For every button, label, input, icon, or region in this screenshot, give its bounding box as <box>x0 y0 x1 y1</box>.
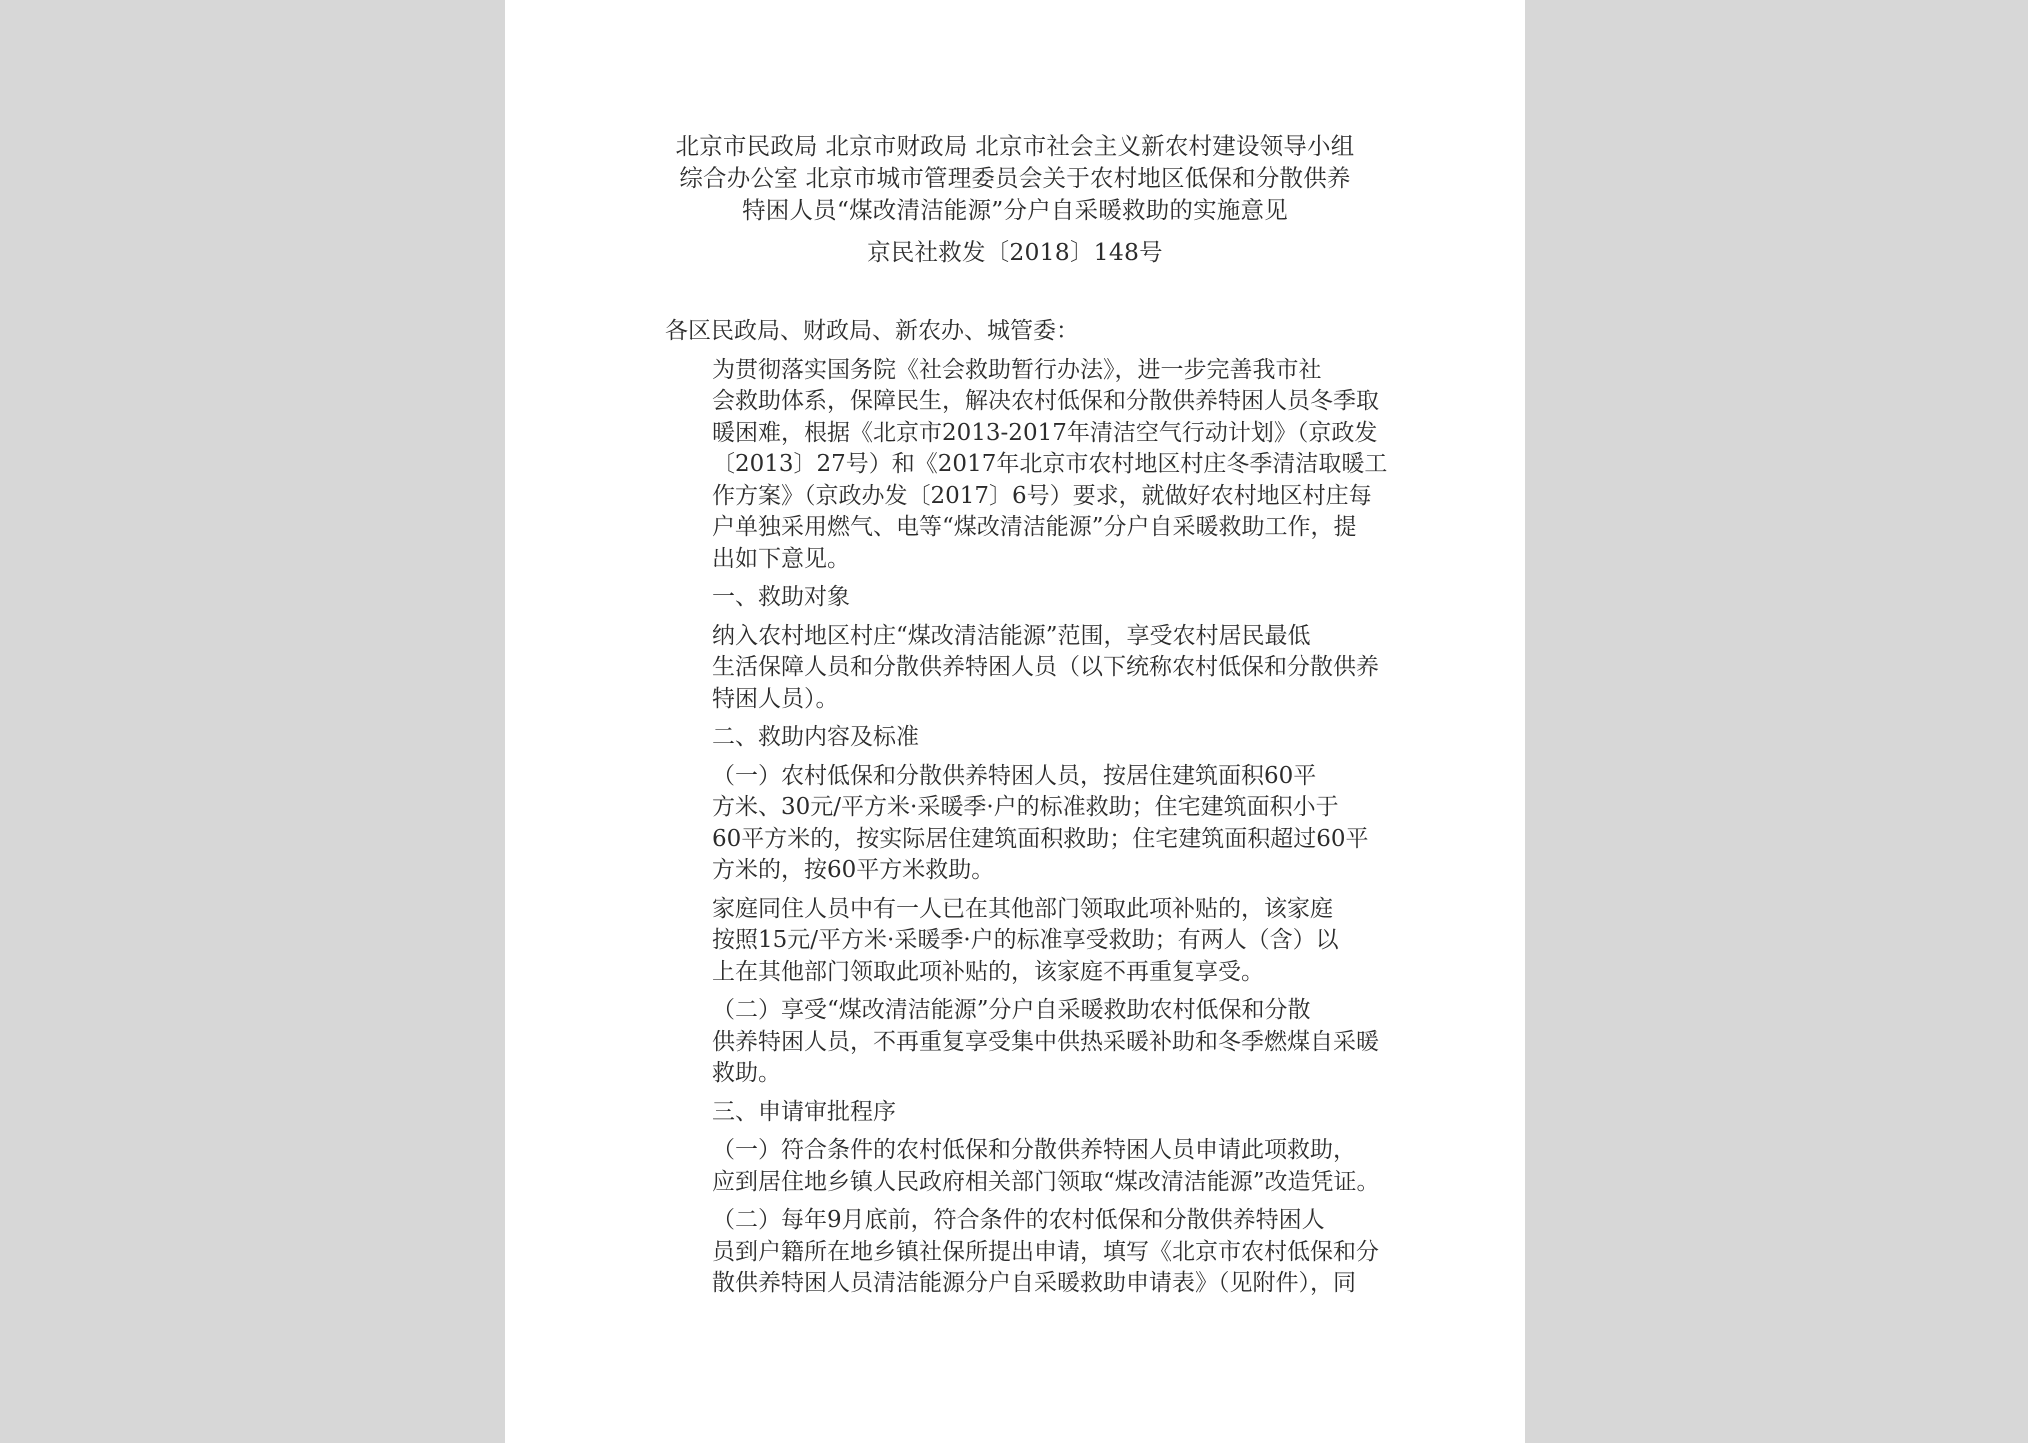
text-line: 按照15元/平方米·采暖季·户的标准享受救助；有两人（含）以 <box>712 927 1339 953</box>
text-line: 散供养特困人员清洁能源分户自采暖救助申请表》（见附件），同 <box>712 1270 1356 1296</box>
addressee-text: 各区民政局、财政局、新农办、城管委： <box>665 318 1079 344</box>
document-title-block <box>505 130 1525 268</box>
text-line: 方米的，按60平方米救助。 <box>712 857 995 883</box>
section2-item1-note-paragraph <box>665 894 1369 989</box>
document-title-line: 特困人员“煤改清洁能源”分户自采暖救助的实施意见 <box>742 196 1288 224</box>
text-line: 方米、30元/平方米·采暖季·户的标准救助；住宅建筑面积小于 <box>712 794 1339 820</box>
document-page <box>505 0 1525 1443</box>
text-line: 员到户籍所在地乡镇社保所提出申请，填写《北京市农村低保和分 <box>712 1238 1379 1265</box>
text-line: 救助。 <box>712 1060 781 1086</box>
section3-item1-paragraph <box>665 1135 1380 1198</box>
document-title-line: 综合办公室 北京市城市管理委员会关于农村地区低保和分散供养 <box>679 164 1351 192</box>
text-line: 应到居住地乡镇人民政府相关部门领取“煤改清洁能源”改造凭证。 <box>712 1168 1380 1195</box>
text-line: （一）符合条件的农村低保和分散供养特困人员申请此项救助， <box>712 1137 1356 1163</box>
section-heading-text: 二、救助内容及标准 <box>712 724 919 750</box>
text-line: 60平方米的，按实际居住建筑面积救助；住宅建筑面积超过60平 <box>712 825 1369 852</box>
document-title-line: 北京市民政局 北京市财政局 北京市社会主义新农村建设领导小组 <box>675 132 1355 160</box>
text-line: 出如下意见。 <box>712 545 850 572</box>
text-line: 暖困难，根据《北京市2013-2017年清洁空气行动计划》（京政发 <box>712 419 1378 446</box>
section-heading-text: 三、申请审批程序 <box>712 1098 896 1125</box>
document-body <box>665 316 1388 1300</box>
text-line: 供养特困人员，不再重复享受集中供热采暖补助和冬季燃煤自采暖 <box>712 1028 1379 1055</box>
document-number: 京民社救发〔2018〕148号 <box>867 238 1163 266</box>
text-line: 纳入农村地区村庄“煤改清洁能源”范围，享受农村居民最低 <box>712 622 1311 649</box>
text-line: 户单独采用燃气、电等“煤改清洁能源”分户自采暖救助工作，提 <box>712 514 1357 540</box>
text-line: 上在其他部门领取此项补贴的，该家庭不再重复享受。 <box>712 958 1264 985</box>
text-line: 为贯彻落实国务院《社会救助暂行办法》，进一步完善我市社 <box>712 356 1322 383</box>
section2-item2-paragraph <box>665 995 1379 1090</box>
text-line: 会救助体系，保障民生，解决农村低保和分散供养特困人员冬季取 <box>712 388 1379 414</box>
section1-paragraph <box>665 621 1379 716</box>
section-heading <box>665 582 1369 614</box>
section2-item1-paragraph <box>665 761 1369 887</box>
section-heading <box>665 1097 1369 1129</box>
addressee <box>665 316 1369 348</box>
text-line: （一）农村低保和分散供养特困人员，按居住建筑面积60平 <box>712 762 1317 789</box>
section-heading <box>665 722 1369 754</box>
text-line: 作方案》（京政办发〔2017〕6号）要求，就做好农村地区村庄每 <box>712 482 1372 509</box>
intro-paragraph <box>665 355 1388 576</box>
text-line: 〔2013〕27号）和《2017年北京市农村地区村庄冬季清洁取暖工 <box>712 451 1388 477</box>
section-heading-text: 一、救助对象 <box>712 584 850 610</box>
text-line: （二）享受“煤改清洁能源”分户自采暖救助农村低保和分散 <box>712 997 1311 1023</box>
text-line: 生活保障人员和分散供养特困人员（以下统称农村低保和分散供养 <box>712 654 1379 680</box>
text-line: （二）每年9月底前，符合条件的农村低保和分散供养特困人 <box>712 1207 1325 1233</box>
text-line: 特困人员）。 <box>712 685 839 712</box>
text-line: 家庭同住人员中有一人已在其他部门领取此项补贴的，该家庭 <box>712 895 1333 922</box>
section3-item2-paragraph <box>665 1205 1379 1300</box>
